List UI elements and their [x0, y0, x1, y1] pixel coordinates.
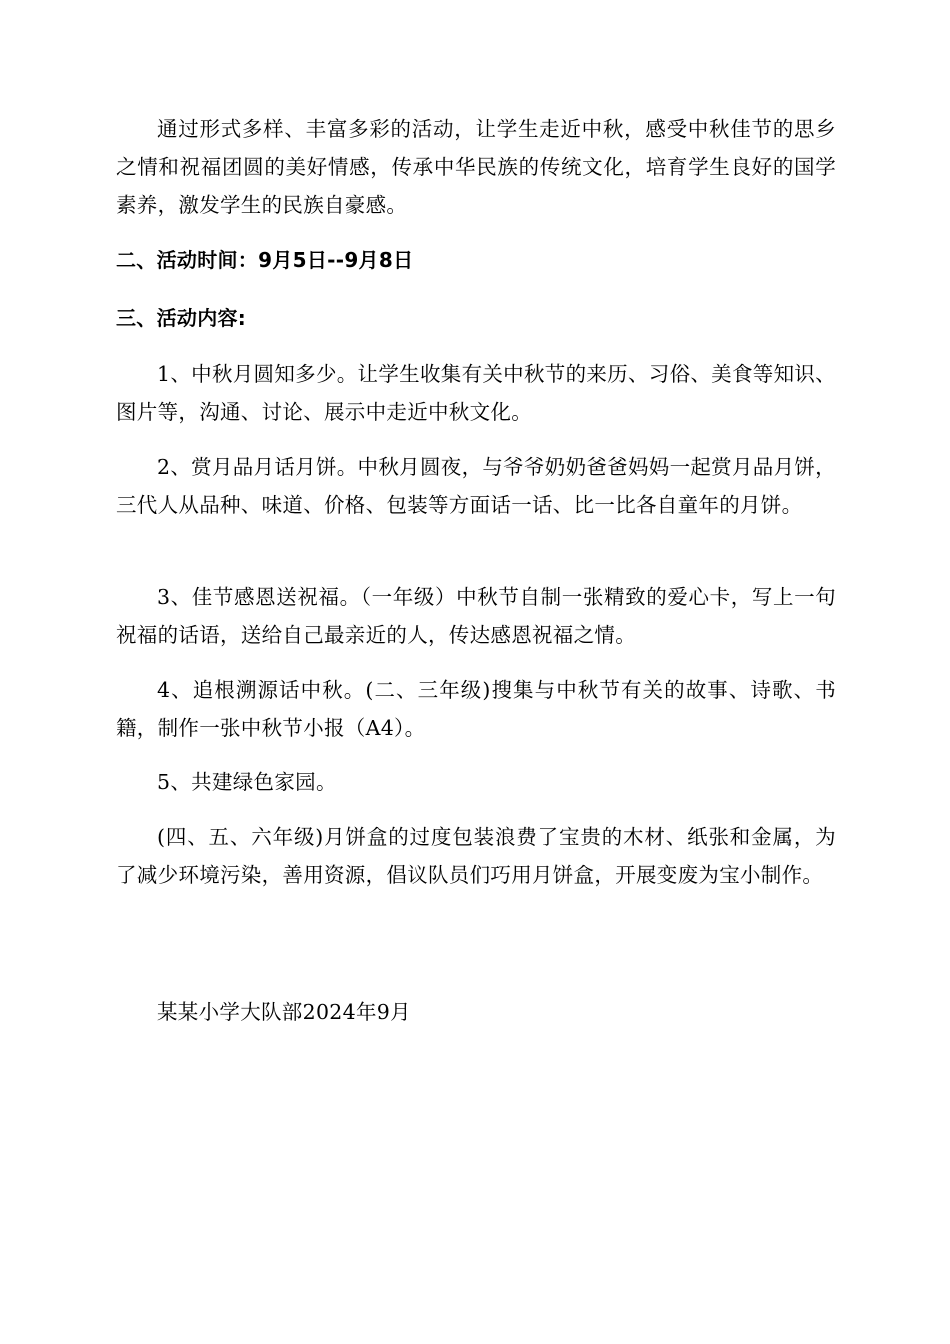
section-heading-activity-content: 三、活动内容: [116, 306, 247, 330]
section-heading-activity-time: 二、活动时间：9月5日--9月8日 [116, 248, 414, 272]
list-item: 2、赏月品月话月饼。中秋月圆夜，与爷爷奶奶爸爸妈妈一起赏月品月饼，三代人从品种、味道、价格、包装等方面话一话、比一比各自童年的月饼。 [116, 455, 836, 517]
intro-paragraph: 通过形式多样、丰富多彩的活动，让学生走近中秋，感受中秋佳节的思乡之情和祝福团圆的美好情感，传承中华民族的传统文化，培育学生良好的国学素养，激发学生的民族自豪感。 [116, 117, 836, 217]
list-item: 3、佳节感恩送祝福。（一年级）中秋节自制一张精致的爱心卡，写上一句祝福的话语，送给自己最亲近的人，传达感恩祝福之情。 [116, 585, 836, 647]
signature: 某某小学大队部2024年9月 [157, 1000, 411, 1024]
list-item: (四、五、六年级)月饼盒的过度包装浪费了宝贵的木材、纸张和金属，为了减少环境污染，善用资源，倡议队员们巧用月饼盒，开展变废为宝小制作。 [116, 825, 836, 887]
list-item: 5、共建绿色家园。 [157, 770, 337, 794]
list-item: 4、追根溯源话中秋。(二、三年级)搜集与中秋节有关的故事、诗歌、书籍，制作一张中秋节小报（A4）。 [116, 678, 836, 740]
list-item: 1、中秋月圆知多少。让学生收集有关中秋节的来历、习俗、美食等知识、图片等，沟通、讨论、展示中走近中秋文化。 [116, 362, 836, 424]
